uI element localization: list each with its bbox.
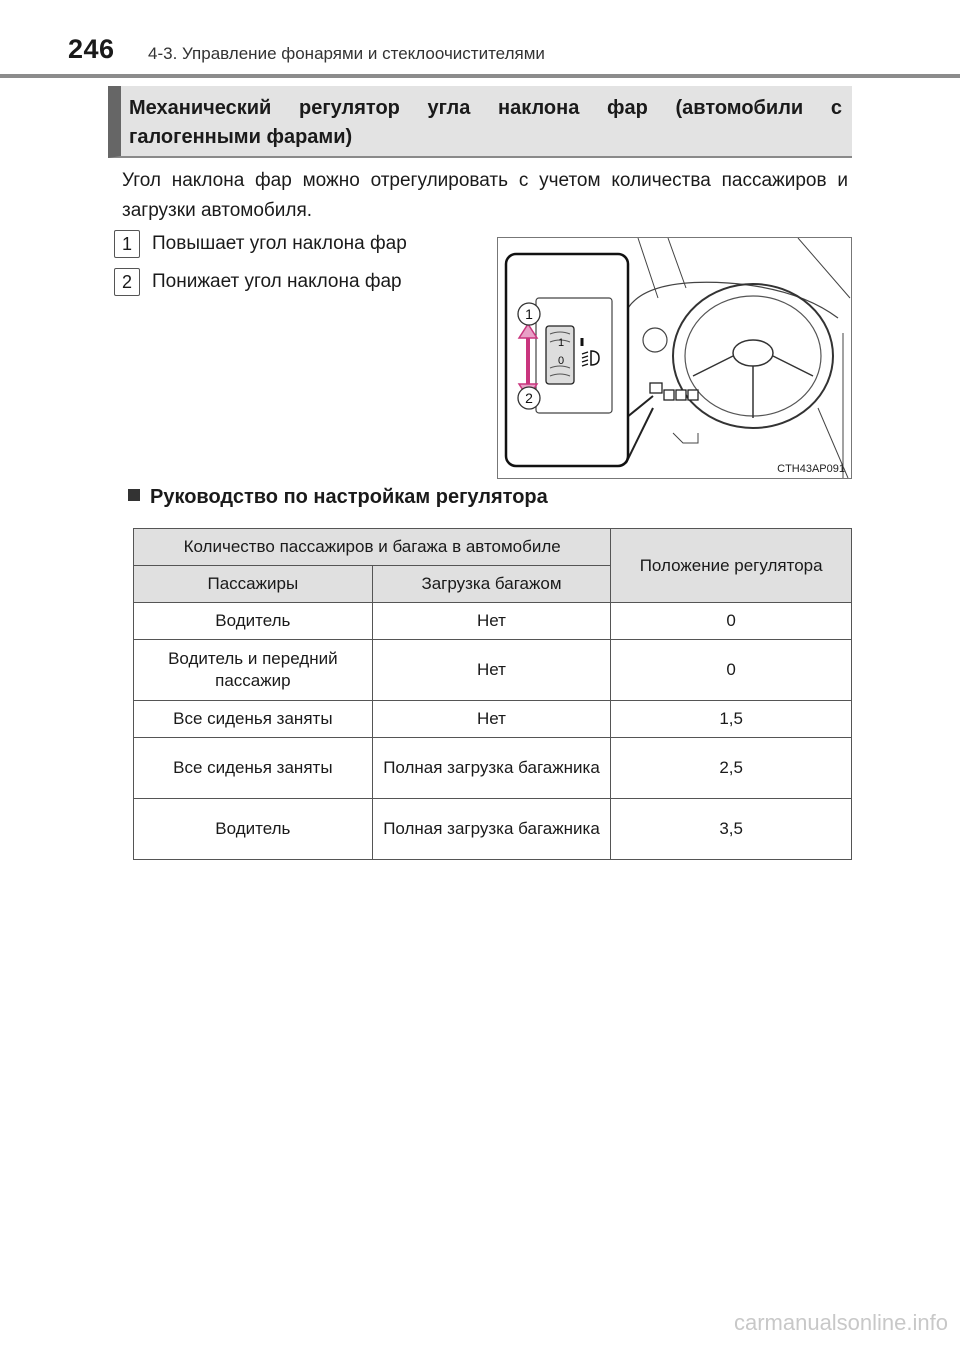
dial-mark-1: 1 xyxy=(557,337,565,349)
luggage-cell: Полная загрузка багажника xyxy=(372,799,611,860)
gauge-icon xyxy=(643,328,667,352)
switch-4 xyxy=(688,390,698,400)
luggage-cell: Нет xyxy=(372,603,611,640)
group-header: Количество пассажиров и багажа в автомобиле xyxy=(134,529,611,566)
passengers-cell: Все сиденья заняты xyxy=(134,738,373,799)
page-number: 246 xyxy=(68,34,115,64)
settings-table xyxy=(133,528,852,860)
table-row xyxy=(134,603,852,640)
subsection-title xyxy=(128,486,548,509)
running-header: 4-3. Управление фонарями и стеклоочистителями xyxy=(148,44,545,63)
table-row xyxy=(134,640,852,701)
passengers-cell: Водитель xyxy=(134,603,373,640)
callout-label-1: 1 xyxy=(525,306,533,322)
switch-3 xyxy=(676,390,686,400)
passengers-cell: Водитель и передний пассажир xyxy=(134,640,373,701)
header-rule xyxy=(0,74,960,78)
legend-text-2: Понижает угол наклона фар xyxy=(152,271,402,292)
luggage-cell: Нет xyxy=(372,701,611,738)
figure-code: CTH43AP091 xyxy=(777,463,845,475)
switch-2 xyxy=(664,390,674,400)
legend-text-1: Повышает угол наклона фар xyxy=(152,233,407,254)
callout-pointer-lower xyxy=(626,408,653,463)
position-header: Положение регулятора xyxy=(611,529,852,603)
luggage-cell: Нет xyxy=(372,640,611,701)
subsection-title-text: Руководство по настройкам регулятора xyxy=(150,486,548,508)
table-row xyxy=(134,701,852,738)
position-cell: 1,5 xyxy=(611,701,852,738)
position-cell: 0 xyxy=(611,603,852,640)
dial-mark-0: 0 xyxy=(557,355,565,367)
legend-number-1: 1 xyxy=(114,230,140,258)
position-cell: 2,5 xyxy=(611,738,852,799)
table-row xyxy=(134,799,852,860)
luggage-cell: Полная загрузка багажника xyxy=(372,738,611,799)
passengers-header: Пассажиры xyxy=(134,566,373,603)
switch-1 xyxy=(650,383,662,393)
watermark: carmanualsonline.info xyxy=(733,1310,948,1335)
legend-number-2: 2 xyxy=(114,268,140,296)
dash-detail xyxy=(673,433,698,443)
square-bullet-icon xyxy=(128,489,140,501)
table-header-row xyxy=(134,529,852,566)
table-row xyxy=(134,738,852,799)
section-heading: Механический регулятор угла наклона фар (автомобили с галогенными фарами) xyxy=(108,86,852,158)
dash-top-curve xyxy=(628,282,838,318)
steering-hub xyxy=(733,340,773,366)
figure-drawing xyxy=(498,238,852,479)
intro-paragraph: Угол наклона фар можно отрегулировать с учетом количества пассажиров и загрузки автомобиля. xyxy=(122,170,848,221)
dash-line xyxy=(638,238,850,298)
legend-item-1 xyxy=(114,230,407,258)
passengers-cell: Все сиденья заняты xyxy=(134,701,373,738)
passengers-cell: Водитель xyxy=(134,799,373,860)
position-cell: 3,5 xyxy=(611,799,852,860)
headlight-leveler-illustration xyxy=(497,237,852,479)
callout-label-2: 2 xyxy=(525,390,533,406)
position-cell: 0 xyxy=(611,640,852,701)
luggage-header: Загрузка багажом xyxy=(372,566,611,603)
legend-item-2 xyxy=(114,268,402,296)
